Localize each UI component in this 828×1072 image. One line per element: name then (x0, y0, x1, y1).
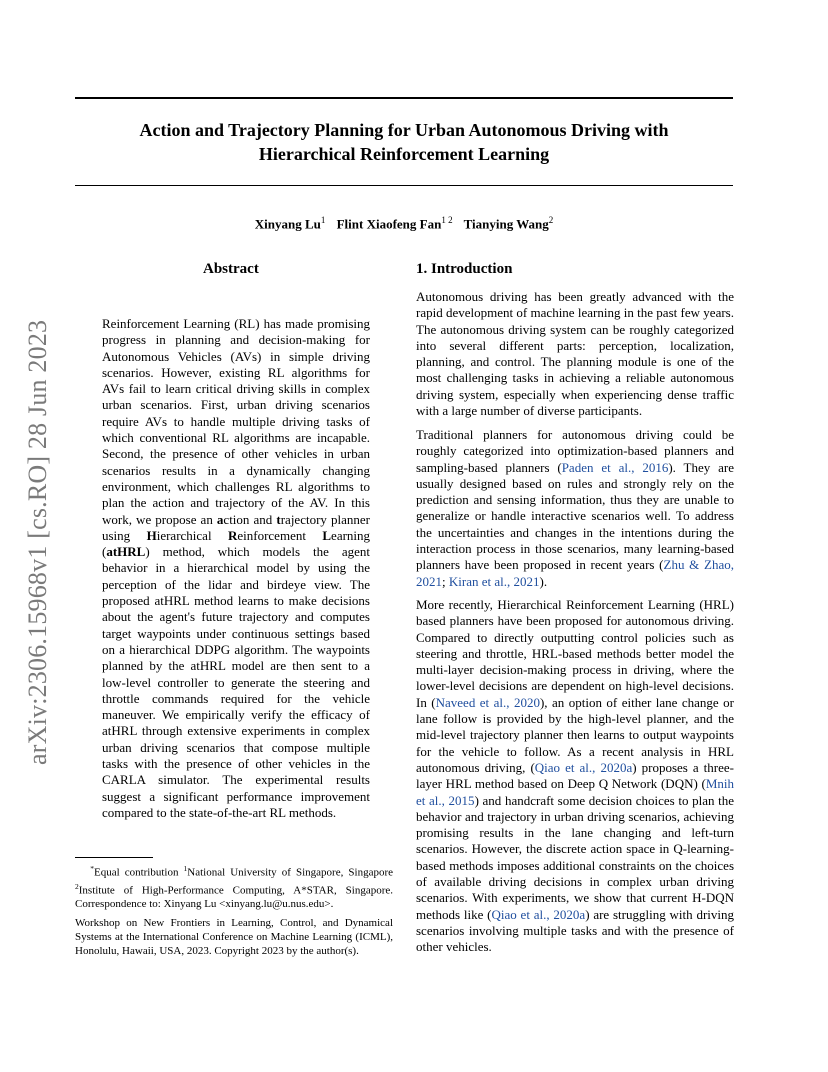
author-name: Tianying Wang (463, 216, 549, 232)
introduction-paragraph-2 (416, 427, 734, 590)
method-abbreviation: atHRL (106, 544, 146, 560)
method-name-part: einforcement (237, 527, 323, 543)
footnote-text: Equal contribution (93, 866, 184, 879)
abstract-heading: Abstract (203, 261, 259, 277)
introduction-paragraph-1: Autonomous driving has been greatly advanced with the rapid development of machine learning in the past few years. The autonomous driving system can be roughly categorized into several different parts: perception, localization, planning, and control. The planning module is one of the most challenging tasks in achieving a reliable autonomous driving system, especially when experiencing dense traffic with a large number of diverse participants. (416, 289, 734, 419)
citation-link[interactable]: Kiran et al., 2021 (448, 573, 540, 589)
author-name: Flint Xiaofeng Fan (336, 216, 442, 232)
footnote-rule (75, 857, 153, 858)
footnote-mark: * (90, 864, 94, 873)
author-list (75, 215, 733, 232)
citation-link[interactable]: Naveed et al., 2020 (435, 694, 540, 710)
abstract-text: Reinforcement Learning (RL) has made promising progress in planning and decision-making for Autonomous Vehicles (AVs) in simple driving scenarios. However, existing RL algorithms for AVs fail to learn critical driving skills in complex urban scenarios. First, urban driving scenarios require AVs to handle multiple driving tasks of which conventional RL algorithms are incapable. Second, the presence of other vehicles in urban scenarios results in a dynamically changing environment, which challenges RL algorithms to plan the action and trajectory of the AV. In this work, we propose an (102, 316, 370, 527)
citation-link[interactable]: Qiao et al., 2020a (491, 906, 586, 922)
paper-title (75, 118, 733, 166)
method-name-initial: a (216, 511, 224, 527)
title-rule-bottom (75, 185, 733, 186)
method-name-part: rajectory planner using (102, 511, 370, 543)
footnote-text: National University of Singapore, Singapore (187, 866, 394, 879)
paper-title-line-1: Action and Trajectory Planning for Urban Autonomous Driving with (139, 120, 669, 140)
method-name-part: ierarchical (156, 527, 228, 543)
method-name-initial: R (227, 527, 238, 543)
footnote-mark: 2 (75, 881, 79, 891)
method-name-part: ction and (223, 511, 277, 527)
introduction-paragraph-3 (416, 597, 734, 956)
citation-link[interactable]: Zhu & Zhao, 2021 (416, 557, 734, 589)
author-affiliation-mark: 1 2 (441, 215, 453, 225)
footnote-mark: 1 (183, 864, 188, 873)
footnotes (75, 862, 393, 911)
paragraph-text: ) proposes a three-layer HRL method based on Deep Q Network (DQN) ( (416, 759, 734, 792)
method-name-part: earning (331, 527, 371, 543)
paragraph-text: ). They are usually designed based on rules and strongly rely on the prediction and sensing information, thus they are unable to generalize or handle interactive scenarios well. To address the uncertainties and changes in the intentions during the interaction process in those scenarios, many learning-based planners have been proposed in recent years ( (416, 459, 734, 573)
paragraph-text: ) and handcraft some decision choices to plan the behavior and trajectory in urban driving scenarios, achieving promising results in the lane changing and left-turn scenarios. However, the discrete action space in Q-learning-based methods imposes additional constraints on the choices of available driving decisions in complex urban driving scenarios. With experiments, we show that current H-DQN methods like ( (416, 792, 734, 922)
author-affiliation-mark: 2 (548, 215, 554, 225)
paragraph-text: ) are struggling with driving scenarios involving multiple tasks and with the presence of other vehicles. (416, 906, 734, 955)
author-name: Xinyang Lu (254, 216, 321, 232)
citation-link[interactable]: Mnih et al., 2015 (416, 776, 734, 808)
introduction-heading: 1. Introduction (416, 261, 513, 277)
citation-link[interactable]: Qiao et al., 2020a (534, 759, 633, 775)
paragraph-text: ; (442, 573, 449, 589)
citation-link[interactable]: Paden et al., 2016 (561, 459, 669, 475)
arxiv-stamp: arXiv:2306.15968v1 [cs.RO] 28 Jun 2023 (23, 319, 52, 765)
method-name-initial: t (276, 511, 281, 527)
title-rule-top (75, 97, 733, 99)
abstract-text: ) method, which models the agent behavior in a hierarchical model by using the perception of the lidar and birdeye view. The proposed atHRL method learns to make decisions about the agent's future trajectory and computes target waypoints under continuous settings based on a hierarchical DDPG algorithm. The waypoints planned by the atHRL model are then sent to a low-level controller to generate the steering and throttle commands required for the vehicle maneuver. We empirically verify the efficacy of atHRL through extensive experiments in complex urban driving scenarios that compose multiple tasks with the presence of other vehicles in the CARLA simulator. The experimental results suggest a significant performance improvement compared to the state-of-the-art RL methods. (102, 544, 370, 820)
abstract-body: Reinforcement Learning (RL) has made promising progress in planning and decision-making for Autonomous Vehicles (AVs) in simple driving scenarios. However, existing RL algorithms for AVs fail to learn critical driving skills in complex urban scenarios. First, urban driving scenarios require AVs to handle multiple driving tasks of which conventional RL algorithms are incapable. Second, the presence of other vehicles in urban scenarios results in a dynamically changing environment, which challenges RL algorithms to plan the action and trajectory of the AV. In this work, we propose an action and trajectory planner using Hierarchical Reinforcement Learning (atHRL) method, which models the agent behavior in a hierarchical model by using the perception of the lidar and birdeye view. The proposed atHRL method learns to make decisions about the agent's future trajectory and computes target waypoints under continuous settings based on a hierarchical DDPG algorithm. The waypoints planned by the atHRL model are then sent to a low-level controller to generate the steering and throttle commands required for the vehicle maneuver. We empirically verify the efficacy of atHRL through extensive experiments in complex urban driving scenarios that compose multiple tasks with the presence of other vehicles in the CARLA simulator. The experimental results suggest a significant performance improvement compared to the state-of-the-art RL methods. (102, 316, 371, 820)
paragraph-text: More recently, Hierarchical Reinforcement Learning (HRL) based planners have been proposed for autonomous driving. Compared to directly outputting control policies such as steering and throttle, HRL-based methods better model the multi-layer decision-making process in driving, where the lower-level decisions are dependent on high-level decisions. In ( (416, 597, 734, 710)
workshop-note: Workshop on New Frontiers in Learning, Control, and Dynamical Systems at the International Conference on Machine Learning (ICML), Honolulu, Hawaii, USA, 2023. Copyright 2023 by the author(s). (75, 917, 393, 957)
method-name-initial: H (146, 527, 157, 543)
footnote-text: Institute of High-Performance Computing, A*STAR, Singapore. Correspondence to: Xinyang Lu <xinyang.lu@u.nus.edu>. (75, 884, 393, 911)
paragraph-text: ), an option of either lane change or lane follow is provided by the high-level planner, and the mid-level trajectory planner then learns to output waypoints for the vehicle to follow. As a recent analysis in HRL autonomous driving, ( (416, 694, 734, 775)
author-affiliation-mark: 1 (320, 215, 326, 225)
paragraph-text: ). (539, 573, 548, 589)
paragraph-text: Traditional planners for autonomous driving could be roughly categorized into optimization-based planners and sampling-based planners ( (416, 427, 734, 475)
method-name-initial: L (322, 527, 332, 543)
paper-title-line-2: Hierarchical Reinforcement Learning (258, 144, 550, 164)
